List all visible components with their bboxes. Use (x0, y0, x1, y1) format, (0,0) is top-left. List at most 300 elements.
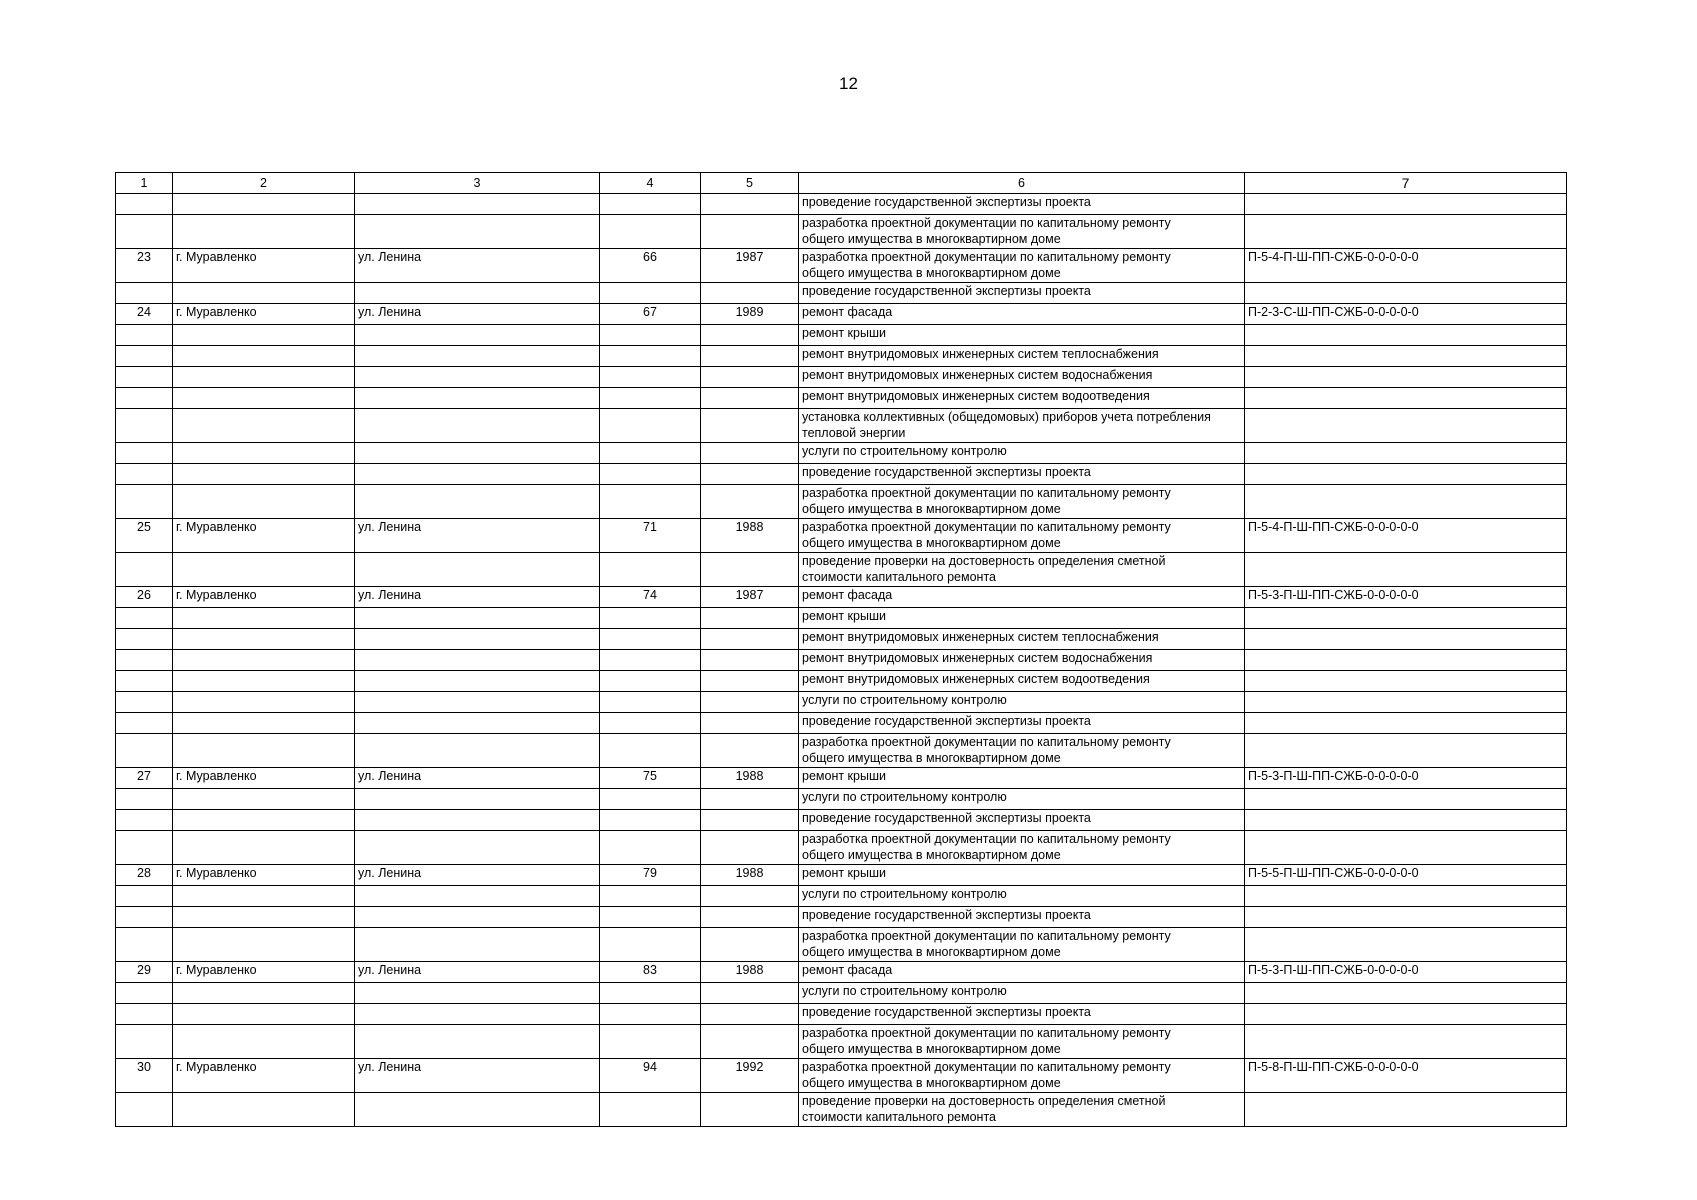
cell-work-type (799, 1004, 1245, 1025)
column-header-1: 1 (116, 173, 173, 194)
cell-number (116, 443, 173, 464)
cell-building-code (1245, 831, 1567, 865)
work-text: ремонт крыши (802, 609, 886, 623)
cell-work-type (799, 907, 1245, 928)
column-header-6: 6 (799, 173, 1245, 194)
cell-building-code: П-2-3-С-Ш-ПП-СЖБ-0-0-0-0-0 (1245, 304, 1567, 325)
cell-number (116, 464, 173, 485)
cell-city (173, 1004, 355, 1025)
cell-building-code (1245, 283, 1567, 304)
table-row (116, 928, 1567, 962)
cell-street (355, 629, 600, 650)
work-text: ремонт внутридомовых инженерных систем водоснабжения (802, 368, 1153, 382)
cell-year (701, 464, 799, 485)
cell-building-code: П-5-5-П-Ш-ПП-СЖБ-0-0-0-0-0 (1245, 865, 1567, 886)
cell-city (173, 789, 355, 810)
cell-street (355, 464, 600, 485)
cell-city (173, 983, 355, 1004)
cell-year (701, 325, 799, 346)
cell-building-code (1245, 346, 1567, 367)
work-text: услуги по строительному контролю (802, 887, 1007, 901)
table-row (116, 553, 1567, 587)
cell-house-number: 71 (600, 519, 701, 553)
cell-number (116, 367, 173, 388)
cell-city (173, 325, 355, 346)
table-row (116, 789, 1567, 810)
cell-number: 29 (116, 962, 173, 983)
cell-street (355, 409, 600, 443)
cell-city: г. Муравленко (173, 304, 355, 325)
cell-street (355, 928, 600, 962)
cell-number (116, 983, 173, 1004)
cell-house-number (600, 928, 701, 962)
table-row (116, 587, 1567, 608)
cell-street (355, 553, 600, 587)
cell-year (701, 650, 799, 671)
cell-building-code (1245, 553, 1567, 587)
table-row (116, 608, 1567, 629)
table-row (116, 907, 1567, 928)
cell-work-type (799, 734, 1245, 768)
table-row (116, 283, 1567, 304)
cell-street: ул. Ленина (355, 768, 600, 789)
cell-building-code: П-5-4-П-Ш-ПП-СЖБ-0-0-0-0-0 (1245, 249, 1567, 283)
cell-number (116, 886, 173, 907)
cell-city (173, 553, 355, 587)
cell-building-code (1245, 409, 1567, 443)
work-text: установка коллективных (общедомовых) приборов учета потребления тепловой энергии (802, 410, 1211, 440)
cell-city: г. Муравленко (173, 519, 355, 553)
work-text: ремонт крыши (802, 326, 886, 340)
cell-street: ул. Ленина (355, 962, 600, 983)
cell-street: ул. Ленина (355, 587, 600, 608)
cell-street (355, 194, 600, 215)
cell-work-type (799, 608, 1245, 629)
cell-street (355, 886, 600, 907)
cell-number (116, 283, 173, 304)
table-row (116, 519, 1567, 553)
cell-year (701, 1025, 799, 1059)
cell-house-number (600, 650, 701, 671)
cell-year (701, 671, 799, 692)
cell-street (355, 443, 600, 464)
cell-work-type (799, 962, 1245, 983)
cell-number (116, 734, 173, 768)
cell-street: ул. Ленина (355, 519, 600, 553)
table-row (116, 215, 1567, 249)
cell-work-type (799, 768, 1245, 789)
table-row (116, 671, 1567, 692)
cell-building-code (1245, 485, 1567, 519)
table-body (116, 173, 1567, 1127)
cell-house-number (600, 810, 701, 831)
work-text: услуги по строительному контролю (802, 790, 1007, 804)
cell-city (173, 831, 355, 865)
cell-house-number (600, 789, 701, 810)
cell-city (173, 907, 355, 928)
cell-street (355, 1004, 600, 1025)
cell-year: 1989 (701, 304, 799, 325)
cell-house-number (600, 553, 701, 587)
cell-street: ул. Ленина (355, 1059, 600, 1093)
cell-work-type (799, 886, 1245, 907)
table-row (116, 629, 1567, 650)
cell-building-code (1245, 1004, 1567, 1025)
cell-street (355, 983, 600, 1004)
work-text: проведение государственной экспертизы проекта (802, 714, 1091, 728)
cell-house-number (600, 1093, 701, 1127)
cell-year (701, 194, 799, 215)
table-row (116, 713, 1567, 734)
cell-street (355, 325, 600, 346)
work-text: разработка проектной документации по капитальному ремонту общего имущества в многоквартирном доме (802, 1060, 1171, 1090)
table-row (116, 886, 1567, 907)
cell-house-number: 75 (600, 768, 701, 789)
work-text: ремонт внутридомовых инженерных систем водоснабжения (802, 651, 1153, 665)
cell-city (173, 928, 355, 962)
work-text: услуги по строительному контролю (802, 984, 1007, 998)
cell-year: 1987 (701, 587, 799, 608)
cell-city (173, 367, 355, 388)
cell-city (173, 1093, 355, 1127)
cell-work-type (799, 587, 1245, 608)
cell-work-type (799, 1025, 1245, 1059)
table-row (116, 810, 1567, 831)
cell-street (355, 734, 600, 768)
table-row (116, 249, 1567, 283)
cell-work-type (799, 553, 1245, 587)
work-text: проведение государственной экспертизы проекта (802, 811, 1091, 825)
cell-building-code: П-5-4-П-Ш-ПП-СЖБ-0-0-0-0-0 (1245, 519, 1567, 553)
cell-number: 25 (116, 519, 173, 553)
work-text: разработка проектной документации по капитальному ремонту общего имущества в многоквартирном доме (802, 250, 1171, 280)
cell-work-type (799, 388, 1245, 409)
cell-year (701, 734, 799, 768)
cell-house-number (600, 983, 701, 1004)
cell-city (173, 810, 355, 831)
work-text: ремонт внутридомовых инженерных систем теплоснабжения (802, 347, 1159, 361)
cell-building-code (1245, 367, 1567, 388)
table-row (116, 304, 1567, 325)
cell-house-number (600, 346, 701, 367)
cell-work-type (799, 304, 1245, 325)
cell-house-number (600, 409, 701, 443)
cell-number (116, 789, 173, 810)
cell-house-number (600, 325, 701, 346)
cell-street (355, 485, 600, 519)
cell-city (173, 215, 355, 249)
cell-work-type (799, 629, 1245, 650)
cell-work-type (799, 194, 1245, 215)
work-text: разработка проектной документации по капитальному ремонту общего имущества в многоквартирном доме (802, 1026, 1171, 1056)
work-text: разработка проектной документации по капитальному ремонту общего имущества в многоквартирном доме (802, 929, 1171, 959)
cell-building-code (1245, 629, 1567, 650)
cell-building-code (1245, 443, 1567, 464)
cell-building-code (1245, 928, 1567, 962)
work-text: проведение государственной экспертизы проекта (802, 1005, 1091, 1019)
cell-house-number (600, 443, 701, 464)
cell-number (116, 1093, 173, 1127)
cell-house-number (600, 1025, 701, 1059)
cell-work-type (799, 983, 1245, 1004)
cell-number (116, 388, 173, 409)
cell-year (701, 1004, 799, 1025)
cell-year: 1988 (701, 865, 799, 886)
table-row (116, 1004, 1567, 1025)
cell-year (701, 928, 799, 962)
table-row (116, 734, 1567, 768)
cell-city (173, 283, 355, 304)
cell-house-number (600, 215, 701, 249)
cell-city (173, 734, 355, 768)
cell-work-type (799, 464, 1245, 485)
cell-city (173, 409, 355, 443)
cell-number (116, 1004, 173, 1025)
cell-year: 1987 (701, 249, 799, 283)
cell-house-number (600, 283, 701, 304)
cell-year (701, 692, 799, 713)
cell-building-code (1245, 692, 1567, 713)
cell-house-number (600, 831, 701, 865)
cell-building-code: П-5-3-П-Ш-ПП-СЖБ-0-0-0-0-0 (1245, 962, 1567, 983)
cell-street (355, 713, 600, 734)
cell-work-type (799, 692, 1245, 713)
cell-work-type (799, 865, 1245, 886)
cell-year (701, 485, 799, 519)
cell-year (701, 713, 799, 734)
column-header-4: 4 (600, 173, 701, 194)
cell-city (173, 346, 355, 367)
cell-building-code (1245, 810, 1567, 831)
work-text: проведение проверки на достоверность определения сметной стоимости капитального ремонта (802, 554, 1166, 584)
cell-street (355, 346, 600, 367)
cell-building-code (1245, 608, 1567, 629)
cell-city (173, 194, 355, 215)
cell-building-code: П-5-8-П-Ш-ПП-СЖБ-0-0-0-0-0 (1245, 1059, 1567, 1093)
cell-house-number (600, 886, 701, 907)
cell-house-number (600, 367, 701, 388)
cell-house-number (600, 692, 701, 713)
work-text: разработка проектной документации по капитальному ремонту общего имущества в многоквартирном доме (802, 832, 1171, 862)
cell-number (116, 409, 173, 443)
repair-program-table (115, 172, 1567, 1127)
cell-number (116, 346, 173, 367)
cell-work-type (799, 713, 1245, 734)
cell-number (116, 810, 173, 831)
table-row (116, 409, 1567, 443)
cell-work-type (799, 789, 1245, 810)
cell-house-number (600, 464, 701, 485)
cell-house-number (600, 907, 701, 928)
table-row (116, 831, 1567, 865)
table-row (116, 1025, 1567, 1059)
cell-year (701, 443, 799, 464)
cell-number (116, 325, 173, 346)
cell-city (173, 886, 355, 907)
cell-street (355, 671, 600, 692)
cell-number (116, 1025, 173, 1059)
cell-work-type (799, 810, 1245, 831)
work-text: услуги по строительному контролю (802, 444, 1007, 458)
cell-house-number: 67 (600, 304, 701, 325)
cell-building-code (1245, 983, 1567, 1004)
cell-year (701, 388, 799, 409)
cell-street (355, 215, 600, 249)
cell-city (173, 1025, 355, 1059)
cell-street (355, 1093, 600, 1127)
cell-city: г. Муравленко (173, 1059, 355, 1093)
cell-work-type (799, 1059, 1245, 1093)
cell-building-code (1245, 713, 1567, 734)
cell-work-type (799, 409, 1245, 443)
cell-house-number: 83 (600, 962, 701, 983)
cell-city (173, 713, 355, 734)
cell-work-type (799, 215, 1245, 249)
work-text: ремонт крыши (802, 769, 886, 783)
work-text: проведение государственной экспертизы проекта (802, 908, 1091, 922)
cell-building-code (1245, 1025, 1567, 1059)
work-text: услуги по строительному контролю (802, 693, 1007, 707)
cell-street (355, 907, 600, 928)
cell-work-type (799, 283, 1245, 304)
cell-year (701, 810, 799, 831)
cell-street (355, 608, 600, 629)
table-row (116, 962, 1567, 983)
cell-number (116, 907, 173, 928)
cell-year (701, 608, 799, 629)
work-text: ремонт внутридомовых инженерных систем водоотведения (802, 672, 1150, 686)
cell-number (116, 713, 173, 734)
cell-number (116, 831, 173, 865)
cell-city (173, 485, 355, 519)
work-text: ремонт крыши (802, 866, 886, 880)
cell-city: г. Муравленко (173, 962, 355, 983)
cell-number (116, 608, 173, 629)
cell-work-type (799, 367, 1245, 388)
cell-number: 27 (116, 768, 173, 789)
cell-city (173, 692, 355, 713)
column-header-5: 5 (701, 173, 799, 194)
cell-house-number (600, 388, 701, 409)
cell-house-number (600, 629, 701, 650)
cell-year (701, 831, 799, 865)
cell-building-code (1245, 789, 1567, 810)
cell-building-code (1245, 1093, 1567, 1127)
cell-year (701, 346, 799, 367)
cell-year (701, 1093, 799, 1127)
cell-city (173, 608, 355, 629)
work-text: ремонт внутридомовых инженерных систем теплоснабжения (802, 630, 1159, 644)
cell-work-type (799, 671, 1245, 692)
cell-year (701, 907, 799, 928)
cell-year (701, 367, 799, 388)
cell-number (116, 692, 173, 713)
page-number: 12 (839, 74, 858, 93)
cell-building-code (1245, 907, 1567, 928)
cell-number (116, 485, 173, 519)
cell-work-type (799, 831, 1245, 865)
table-row (116, 325, 1567, 346)
cell-work-type (799, 249, 1245, 283)
table-row (116, 485, 1567, 519)
cell-house-number (600, 713, 701, 734)
cell-work-type (799, 1093, 1245, 1127)
cell-street: ул. Ленина (355, 249, 600, 283)
cell-number (116, 194, 173, 215)
cell-house-number (600, 1004, 701, 1025)
cell-number (116, 650, 173, 671)
table-row (116, 1059, 1567, 1093)
cell-house-number (600, 485, 701, 519)
table-row (116, 1093, 1567, 1127)
cell-year (701, 629, 799, 650)
cell-building-code (1245, 650, 1567, 671)
cell-street (355, 810, 600, 831)
cell-street: ул. Ленина (355, 865, 600, 886)
work-text: разработка проектной документации по капитальному ремонту общего имущества в многоквартирном доме (802, 735, 1171, 765)
cell-building-code (1245, 464, 1567, 485)
cell-house-number (600, 734, 701, 768)
cell-city (173, 629, 355, 650)
table-row (116, 768, 1567, 789)
work-text: разработка проектной документации по капитальному ремонту общего имущества в многоквартирном доме (802, 520, 1171, 550)
cell-year (701, 283, 799, 304)
cell-street (355, 367, 600, 388)
table-row (116, 464, 1567, 485)
cell-house-number: 74 (600, 587, 701, 608)
cell-number: 28 (116, 865, 173, 886)
column-header-2: 2 (173, 173, 355, 194)
cell-year (701, 553, 799, 587)
cell-building-code (1245, 215, 1567, 249)
work-text: проведение государственной экспертизы проекта (802, 195, 1091, 209)
cell-work-type (799, 519, 1245, 553)
cell-year: 1988 (701, 519, 799, 553)
column-header-7: 7 (1245, 173, 1567, 194)
cell-street: ул. Ленина (355, 304, 600, 325)
cell-work-type (799, 443, 1245, 464)
work-text: разработка проектной документации по капитальному ремонту общего имущества в многоквартирном доме (802, 216, 1171, 246)
cell-house-number (600, 671, 701, 692)
cell-number (116, 671, 173, 692)
table-header-row (116, 173, 1567, 194)
cell-number: 30 (116, 1059, 173, 1093)
cell-building-code: П-5-3-П-Ш-ПП-СЖБ-0-0-0-0-0 (1245, 587, 1567, 608)
table-row (116, 194, 1567, 215)
cell-house-number: 79 (600, 865, 701, 886)
work-text: ремонт фасада (802, 963, 893, 977)
cell-year (701, 983, 799, 1004)
cell-number (116, 928, 173, 962)
work-text: разработка проектной документации по капитальному ремонту общего имущества в многоквартирном доме (802, 486, 1171, 516)
cell-street (355, 831, 600, 865)
cell-house-number: 66 (600, 249, 701, 283)
cell-street (355, 388, 600, 409)
cell-work-type (799, 928, 1245, 962)
cell-number: 26 (116, 587, 173, 608)
column-header-3: 3 (355, 173, 600, 194)
table-row (116, 388, 1567, 409)
cell-work-type (799, 325, 1245, 346)
work-text: ремонт фасада (802, 588, 893, 602)
cell-house-number (600, 194, 701, 215)
cell-street (355, 692, 600, 713)
cell-house-number: 94 (600, 1059, 701, 1093)
cell-city (173, 464, 355, 485)
cell-city: г. Муравленко (173, 587, 355, 608)
cell-city: г. Муравленко (173, 865, 355, 886)
cell-house-number (600, 608, 701, 629)
